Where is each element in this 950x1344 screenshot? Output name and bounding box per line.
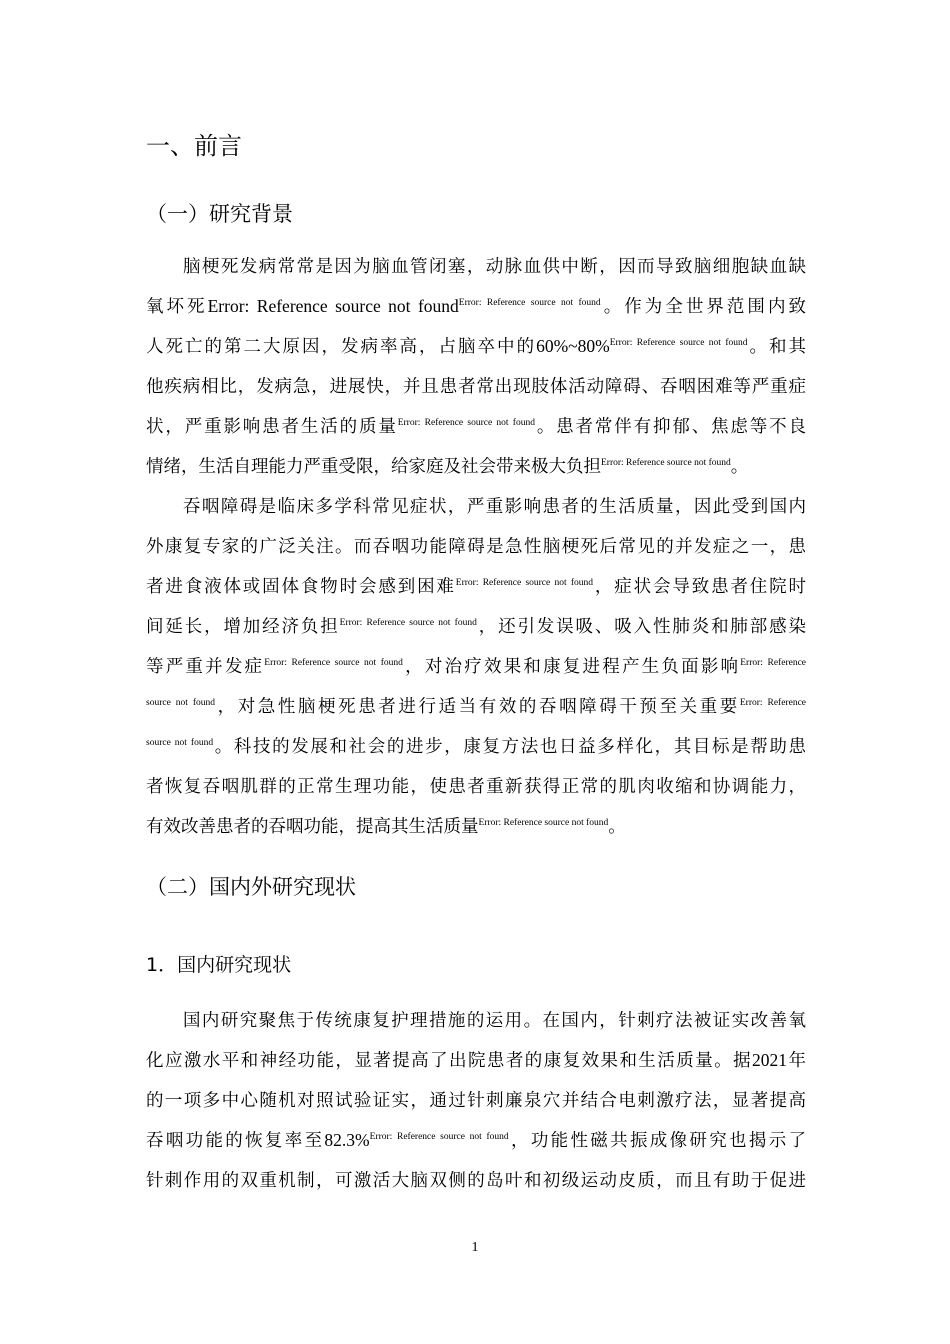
citation-error: Error: Reference bbox=[740, 658, 806, 668]
page-number: 1 bbox=[471, 1240, 479, 1255]
citation-error: Error: Reference source not found bbox=[397, 418, 535, 428]
citation-error: Error: Reference source not found bbox=[601, 458, 731, 468]
section-heading-preface: 一、前言 bbox=[146, 132, 242, 160]
text-line: 人死亡的第二大原因，发病率高，占脑卒中的60%~80%$^{Error: Reference source not found}$。和其 bbox=[146, 336, 806, 356]
text-line: 者恢复吞咽肌群的正常生理功能，使患者重新获得正常的肌肉收缩和协调能力， bbox=[146, 776, 806, 796]
paragraph-background-2 bbox=[146, 486, 806, 846]
text-line: 的一项多中心随机对照试验证实，通过针刺廉泉穴并结合电刺激疗法，显著提高 bbox=[146, 1090, 806, 1110]
text-line: 间延长，增加经济负担$^{Error: Reference source not found}$，还引发误吸、吸入性肺炎和肺部感染 bbox=[146, 616, 806, 636]
citation-error: Error: Reference source not found bbox=[478, 818, 609, 828]
citation-error: Error: Reference source not found bbox=[339, 618, 477, 628]
text-line: 等严重并发症$^{Error: Reference source not found}$，对治疗效果和康复进程产生负面影响$^{Error: Reference}$ bbox=[146, 656, 806, 676]
citation-error: source not found bbox=[146, 738, 214, 748]
text-line: $^{source not found}$，对急性脑梗死患者进行适当有效的吞咽障碍干预至关重要$^{Error: Reference}$ bbox=[146, 696, 806, 716]
text-line: 外康复专家的广泛关注。而吞咽功能障碍是急性脑梗死后常见的并发症之一，患 bbox=[146, 536, 806, 556]
citation-error: Error: Reference source not found bbox=[458, 298, 601, 308]
subsection-heading-background: （一）研究背景 bbox=[146, 202, 293, 226]
citation-error: Error: Reference source not found bbox=[264, 658, 403, 668]
citation-error: Error: Reference bbox=[739, 698, 806, 708]
text-line: 状，严重影响患者生活的质量$^{Error: Reference source not found}$。患者常伴有抑郁、焦虑等不良 bbox=[146, 416, 806, 436]
text-line: 针刺作用的双重机制，可激活大脑双侧的岛叶和初级运动皮质，而且有助于促进 bbox=[146, 1170, 806, 1190]
text-line: $^{source not found}$。科技的发展和社会的进步，康复方法也日益多样化，其目标是帮助患 bbox=[146, 736, 806, 756]
subsection-heading-research-status: （二）国内外研究现状 bbox=[146, 875, 356, 899]
subheading-domestic-status: 1．国内研究现状 bbox=[146, 954, 292, 976]
paragraph-domestic-status bbox=[146, 1000, 806, 1200]
text-line: 者进食液体或固体食物时会感到困难$^{Error: Reference source not found}$，症状会导致患者住院时 bbox=[146, 576, 806, 596]
text-line: 吞咽障碍是临床多学科常见症状，严重影响患者的生活质量，因此受到国内 bbox=[183, 496, 806, 516]
citation-error: Error: Reference source not found bbox=[369, 1132, 509, 1142]
text-line: 化应激水平和神经功能，显著提高了出院患者的康复效果和生活质量。据2021年 bbox=[146, 1050, 806, 1070]
text-line: 国内研究聚焦于传统康复护理措施的运用。在国内，针刺疗法被证实改善氧 bbox=[183, 1010, 806, 1030]
text-line: 有效改善患者的吞咽功能，提高其生活质量$^{Error: Reference source not found}$。 bbox=[146, 816, 626, 836]
text-line: 吞咽功能的恢复率至82.3%$^{Error: Reference source not found}$，功能性磁共振成像研究也揭示了 bbox=[146, 1130, 806, 1150]
text-line: 他疾病相比，发病急，进展快，并且患者常出现肢体活动障碍、吞咽困难等严重症 bbox=[146, 376, 806, 396]
paragraph-background-1 bbox=[146, 246, 806, 486]
text-line: 情绪，生活自理能力严重受限，给家庭及社会带来极大负担$^{Error: Reference source not found}$。 bbox=[146, 456, 749, 476]
text-line: 氧坏死Error: Reference source not found$^{Error: Reference source not found}$。作为全世界范围内致 bbox=[146, 296, 806, 316]
citation-error: source not found bbox=[146, 698, 216, 708]
citation-error: Error: Reference source not found bbox=[455, 578, 594, 588]
citation-error: Error: Reference source not found bbox=[609, 338, 748, 348]
text-line: 脑梗死发病常常是因为脑血管闭塞，动脉血供中断，因而导致脑细胞缺血缺 bbox=[183, 256, 806, 276]
